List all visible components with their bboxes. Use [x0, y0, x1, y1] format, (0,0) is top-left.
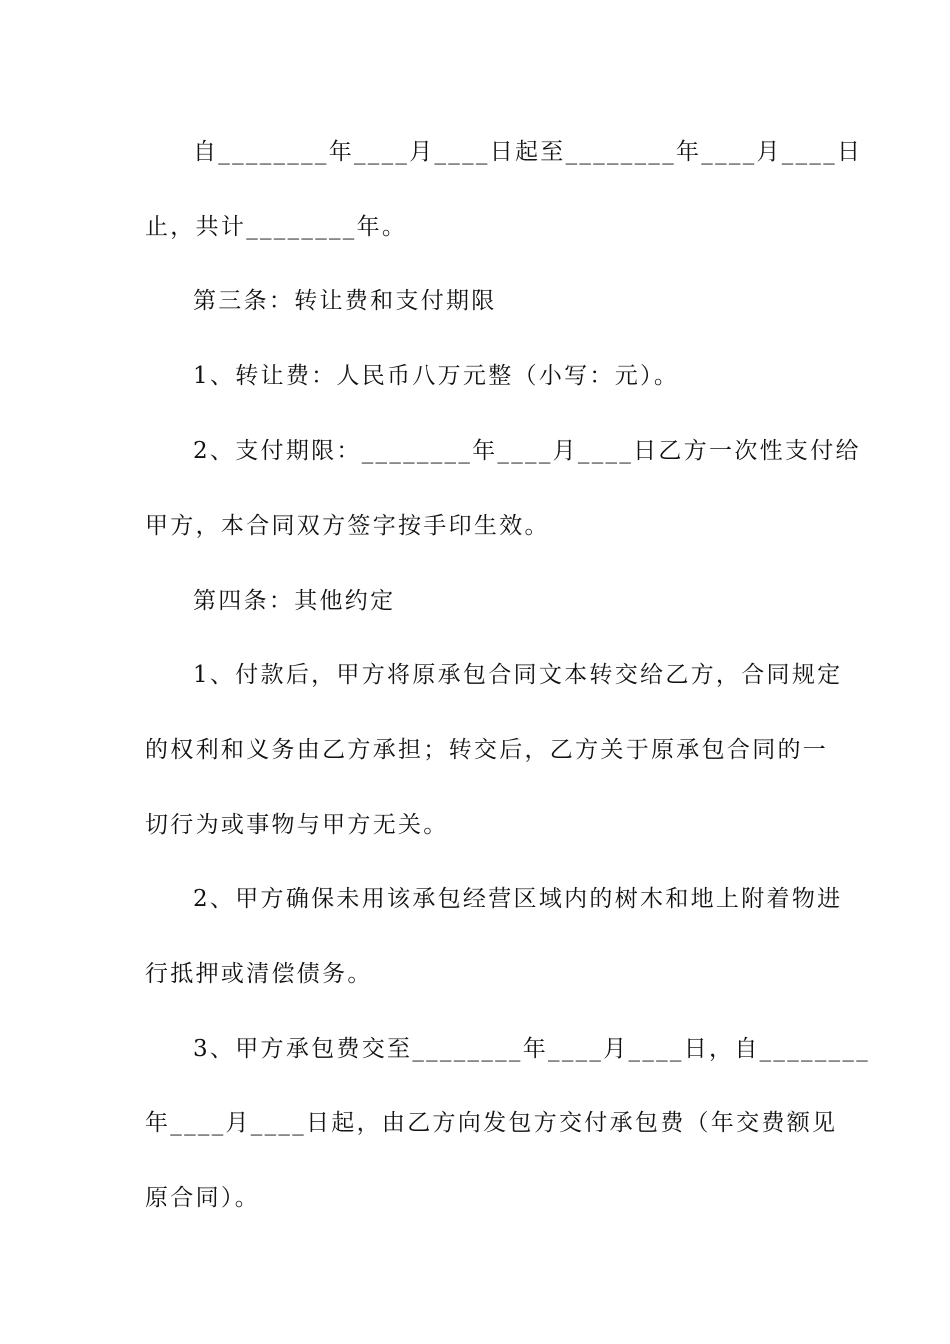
paragraph-line: 原合同）。	[145, 1185, 260, 1211]
section-heading: 第四条：其他约定	[193, 588, 396, 614]
paragraph-line: 年____月____日起，由乙方向发包方交付承包费（年交费额见	[145, 1110, 838, 1136]
paragraph-line: 1、付款后，甲方将原承包合同文本转交给乙方，合同规定	[193, 662, 843, 688]
paragraph-line: 的权利和义务由乙方承担；转交后，乙方关于原承包合同的一	[145, 737, 829, 763]
paragraph-line: 甲方，本合同双方签字按手印生效。	[145, 513, 550, 539]
paragraph-line: 自________年____月____日起至________年____月____日	[193, 139, 863, 165]
section-heading: 第三条：转让费和支付期限	[193, 288, 497, 314]
paragraph-line: 1、转让费：人民币八万元整（小写：元）。	[193, 363, 680, 389]
paragraph-line: 行抵押或清偿债务。	[145, 961, 373, 987]
paragraph-line: 2、支付期限：________年____月____日乙方一次性支付给	[193, 438, 861, 464]
paragraph-line: 2、甲方确保未用该承包经营区域内的树木和地上附着物进	[193, 886, 843, 912]
paragraph-line: 3、甲方承包费交至________年____月____日，自________	[193, 1036, 871, 1062]
paragraph-line: 切行为或事物与甲方无关。	[145, 812, 449, 838]
paragraph-line: 止，共计________年。	[145, 214, 408, 240]
